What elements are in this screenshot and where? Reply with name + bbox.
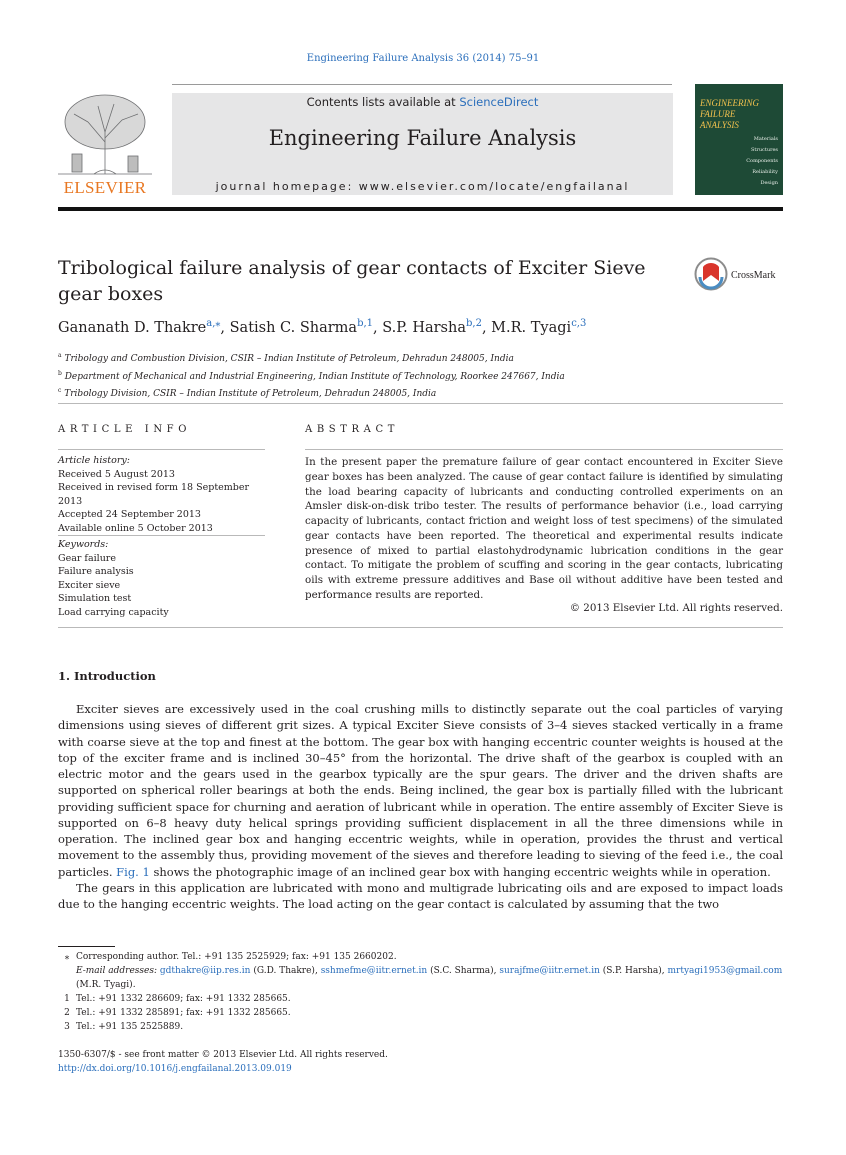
footnote [58, 1006, 783, 1020]
cover-topic: Structures [751, 147, 778, 153]
history-item: Accepted 24 September 2013 [58, 509, 201, 520]
footnote-mark: 2 [64, 1008, 70, 1018]
header-thick-rule [58, 207, 783, 211]
contents-line [172, 95, 673, 109]
divider [58, 535, 265, 536]
footnote [58, 950, 783, 964]
keywords-label: Keywords: [58, 539, 109, 550]
body-text [58, 701, 783, 912]
affiliation-text: Tribology Division, CSIR – Indian Institute of Petroleum, Dehradun 248005, India [64, 389, 437, 399]
keyword-item: Gear failure [58, 552, 116, 564]
cover-topic: Materials [753, 136, 778, 142]
journal-name: Engineering Failure Analysis [268, 126, 577, 150]
cover-topic: Reliability [752, 169, 778, 175]
header-top-rule [172, 84, 672, 85]
footnote-text: Corresponding author. Tel.: +91 135 2525929; fax: +91 135 2660202. [76, 952, 397, 962]
journal-homepage[interactable]: journal homepage: www.elsevier.com/locate/engfailanal [215, 180, 630, 193]
affiliation-text: Tribology and Combustion Division, CSIR – Indian Institute of Petroleum, Dehradun 248005, India [64, 354, 514, 364]
footnote-text: Tel.: +91 1332 286609; fax: +91 1332 285665. [76, 994, 291, 1004]
author-list: Gananath D. Thakre$^{a,⁎}$, Satish C. Sharma$^{b,1}$, S.P. Harsha$^{b,2}$, M.R. Tyagi$^{c,3}$ [58, 318, 587, 336]
affiliation-mark: b [58, 369, 62, 377]
footnote [58, 1020, 783, 1034]
author-name: S.P. Harsha [382, 319, 466, 336]
section-title: 1. Introduction [58, 669, 156, 683]
footnote-text: Tel.: +91 1332 285891; fax: +91 1332 285665. [76, 1008, 291, 1018]
footnote [58, 992, 783, 1006]
figure-link[interactable]: Fig. 1 [116, 864, 150, 879]
paragraph [58, 701, 783, 880]
publisher-wordmark: ELSEVIER [63, 178, 147, 197]
email-footnote [58, 964, 783, 992]
keywords [58, 538, 273, 619]
footnotes [58, 950, 783, 1034]
divider [58, 627, 783, 628]
divider [58, 403, 783, 404]
history-item: Available online 5 October 2013 [58, 522, 213, 534]
cover-topics [700, 134, 778, 189]
keyword-item: Failure analysis [58, 566, 134, 577]
history-item: Received in revised form 18 September 2013 [58, 482, 250, 507]
affiliation-item [58, 367, 783, 385]
email-owner: (G.D. Thakre), [253, 966, 318, 976]
divider [58, 449, 265, 450]
footnote-text: Tel.: +91 135 2525889. [76, 1022, 184, 1032]
article-info-heading: ARTICLE INFO [58, 424, 192, 435]
affiliation-mark: a [58, 352, 62, 359]
email-link[interactable]: sshmefme@iitr.ernet.in [320, 966, 428, 976]
sciencedirect-link[interactable]: ScienceDirect [459, 95, 539, 109]
keyword-item: Load carrying capacity [58, 606, 169, 618]
cover-title-line: ANALYSIS [700, 120, 739, 130]
affiliation-text: Department of Mechanical and Industrial Engineering, Indian Institute of Technology, Roorkee 247667, India [64, 371, 565, 382]
author-name: Gananath D. Thakre [58, 319, 207, 336]
author-affiliation-mark[interactable]: b,2 [465, 318, 482, 329]
footnote-rule [58, 946, 115, 947]
email-link[interactable]: surajfme@iitr.ernet.in [499, 966, 600, 976]
email-owner: (S.P. Harsha), [602, 966, 665, 976]
footnote-mark: 3 [64, 1022, 70, 1032]
article-history [58, 454, 273, 535]
article-title: Tribological failure analysis of gear contacts of Exciter Sieve gear boxes [58, 257, 646, 305]
email-owner: (S.C. Sharma), [430, 966, 497, 976]
divider [305, 449, 783, 450]
author-affiliation-mark[interactable]: c,3 [571, 318, 587, 329]
author-name: M.R. Tyagi [491, 319, 572, 336]
abstract-text: In the present paper the premature failure of gear contact encountered in Exciter Sieve gear boxes has been analyzed. The cause of gear contact failure is identified by simulating the load bearing capacity of lubricants and conducting controlled experiments on an Amsler disk-on-disk tribo tester. The results of performance behavior (i.e., load carrying capacity of lubricants, contact friction and weight loss of test specimens) of the simulated gear contacts have been reported. The theoretical and experimental results indicate presence of mixed to partial elastohydrodynamic lubrication conditions in the gear contact. To mitigate the problem of scuffing and scoring in the gear contacts, lubricating oils with extreme pressure additives and Base oil without additive have been tested and performance results are reported. [305, 456, 783, 601]
paragraph-text: Exciter sieves are excessively used in the coal crushing mills to distinctly separate out the coal particles of varying dimensions using sieves of different grit sizes. A typical Exciter Sieve consists of 3–4 sieves stacked vertically in a frame with coarse sieve at the top and finest at the bottom. The gear box with hanging eccentric counter weights is housed at the top of the exciter frame and is inclined 30–45° from the horizontal. The drive shaft of the gearbox is coupled with an electric motor and the gears used in the gearbox typically are the spur gears. The driver and the driven shafts are supported on spherical roller bearings at both the ends. Being inclined, the gear box is partially filled with the lubricant providing sufficient space for churning and aeration of lubricant while in operation. The entire assembly of Exciter Sieve is supported on 6–8 heavy duty helical springs providing sufficient displacement in all the three dimensions while in operation. The inclined gear box and hanging eccentric weights, while in operation, provides the thrust and vertical movement to the assembly thus, providing movement of the sieves and therefore leading to sieving of the feed i.e., the coal particles. [58, 702, 783, 879]
paragraph: The gears in this application are lubricated with mono and multigrade lubricating oils and are exposed to impact loads due to the hanging eccentric weights. The load acting on the gear contact is calculated by assuming that the two [58, 880, 783, 911]
cover-topic: Components [746, 158, 778, 164]
contents-prefix: Contents lists available at [306, 95, 460, 109]
affiliation-item [58, 384, 783, 402]
doi-link[interactable]: http://dx.doi.org/10.1016/j.engfailanal.2013.09.019 [58, 1064, 292, 1074]
front-matter [58, 1048, 783, 1076]
keyword-item: Simulation test [58, 593, 132, 604]
author-affiliation-mark[interactable]: a,⁎ [206, 318, 221, 329]
history-item: Received 5 August 2013 [58, 468, 175, 480]
running-head[interactable]: Engineering Failure Analysis 36 (2014) 75–91 [306, 53, 540, 64]
author-name: Satish C. Sharma [229, 319, 358, 336]
cover-title-line: FAILURE [700, 109, 736, 119]
crossmark-label[interactable]: CrossMark [731, 270, 776, 281]
footnote-mark: 1 [64, 994, 70, 1004]
cover-title-line: ENGINEERING [700, 98, 759, 108]
email-link[interactable]: gdthakre@iip.res.in [159, 966, 251, 976]
history-label: Article history: [58, 455, 130, 466]
abstract-copyright: © 2013 Elsevier Ltd. All rights reserved. [569, 602, 783, 614]
cover-topic: Design [760, 180, 778, 186]
email-label: E-mail addresses: [76, 966, 158, 976]
email-owner: (M.R. Tyagi). [76, 980, 136, 990]
paragraph-text: shows the photographic image of an inclined gear box with hanging eccentric weights while in operation. [149, 864, 771, 879]
email-link[interactable]: mrtyagi1953@gmail.com [667, 966, 783, 976]
keyword-item: Exciter sieve [58, 579, 121, 591]
footnote-mark: ⁎ [64, 952, 70, 962]
affiliation-mark: c [58, 387, 62, 394]
front-matter-text: 1350-6307/$ - see front matter © 2013 Elsevier Ltd. All rights reserved. [58, 1050, 388, 1060]
affiliation-item [58, 349, 783, 367]
author-affiliation-mark[interactable]: b,1 [357, 318, 374, 329]
abstract-heading: ABSTRACT [305, 424, 399, 435]
affiliations [58, 349, 783, 402]
cover-title [700, 98, 780, 131]
